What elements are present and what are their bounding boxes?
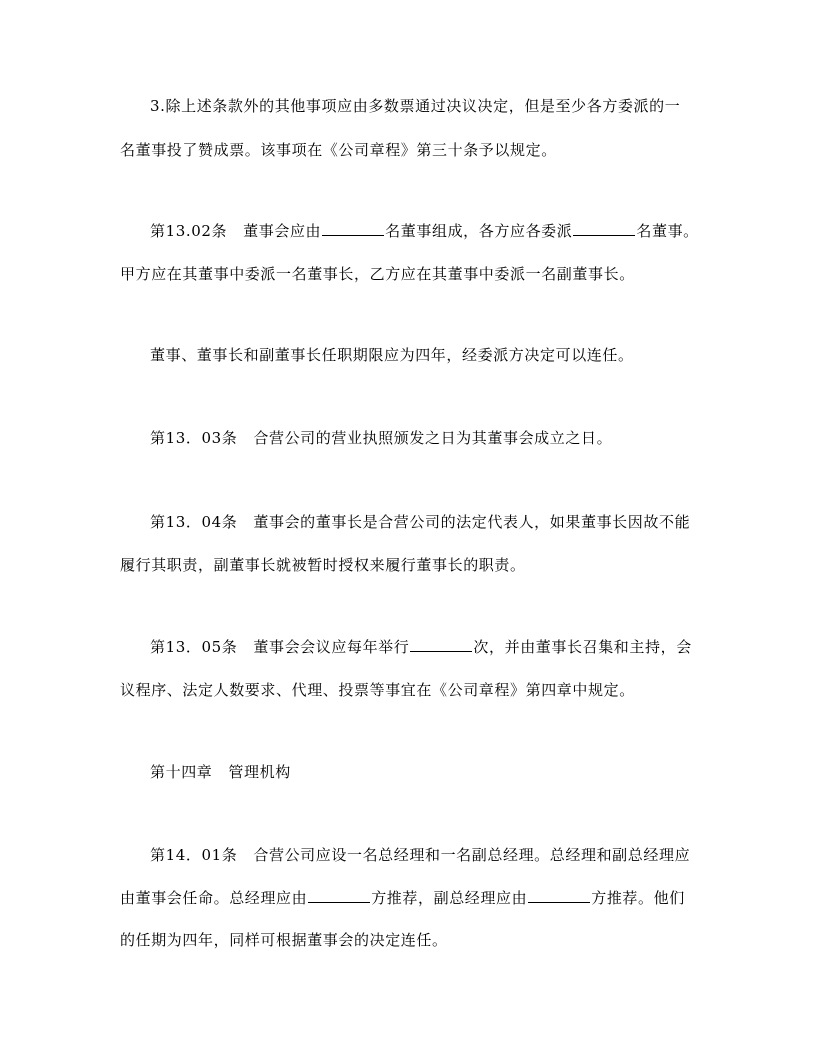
p2-line-2 <box>120 264 696 284</box>
blank-meeting-count <box>410 637 472 652</box>
p7-text-2b: 方推荐，副总经理应由 <box>371 889 528 907</box>
p3-line-1 <box>150 345 696 365</box>
p2-text-1a: 董事会应由 <box>243 222 322 240</box>
chapter-heading <box>150 762 696 782</box>
p6-line-2 <box>120 680 696 700</box>
chapter-title: 管理机构 <box>228 763 291 781</box>
p2-line-1 <box>150 221 699 241</box>
p5-line-2 <box>120 555 696 575</box>
p7-line-2 <box>120 888 696 908</box>
p7-line-1 <box>150 845 696 865</box>
blank-gm-party <box>308 888 370 903</box>
p7-text-3: 的任期为四年，同样可根据董事会的决定连任。 <box>120 931 448 949</box>
p1-text-1: 3.除上述条款外的其他事项应由多数票通过决议决定，但是至少各方委派的一 <box>150 97 681 115</box>
p7-text-1: 合营公司应设一名总经理和一名副总经理。总经理和副总经理应 <box>253 846 691 864</box>
p7-text-2a: 由董事会任命。总经理应由 <box>120 889 308 907</box>
p2-text-2: 甲方应在其董事中委派一名董事长，乙方应在其董事中委派一名副董事长。 <box>120 265 635 283</box>
p7-text-2c: 方推荐。他们 <box>591 889 685 907</box>
p2-text-1c: 名董事。 <box>636 222 699 240</box>
p1-line-1 <box>150 96 696 116</box>
p5-text-2: 履行其职责，副董事长就被暂时授权来履行董事长的职责。 <box>120 556 526 574</box>
p3-text-1: 董事、董事长和副董事长任职期限应为四年，经委派方决定可以连任。 <box>150 346 634 364</box>
p2-text-1b: 名董事组成，各方应各委派 <box>385 222 573 240</box>
blank-director-count <box>322 221 384 236</box>
article-13-05: 第13．05条 <box>150 638 238 656</box>
p6-line-1 <box>150 637 696 657</box>
p5-line-1 <box>150 512 696 532</box>
chapter-number: 第十四章 <box>150 763 213 781</box>
blank-deputy-gm-party <box>528 888 590 903</box>
p7-line-3 <box>120 930 696 950</box>
blank-each-party-count <box>573 221 635 236</box>
article-13-04: 第13．04条 <box>150 513 238 531</box>
p6-text-1b: 次，并由董事长召集和主持，会 <box>473 638 692 656</box>
article-13-02: 第13.02条 <box>150 222 228 240</box>
article-13-03: 第13．03条 <box>150 429 238 447</box>
p5-text-1: 董事会的董事长是合营公司的法定代表人，如果董事长因故不能 <box>253 513 691 531</box>
p4-text-1: 合营公司的营业执照颁发之日为其董事会成立之日。 <box>253 429 613 447</box>
p4-line-1 <box>150 428 696 448</box>
p1-text-2: 名董事投了赞成票。该事项在《公司章程》第三十条予以规定。 <box>120 141 557 159</box>
p1-line-2 <box>120 140 696 160</box>
p6-text-2: 议程序、法定人数要求、代理、投票等事宜在《公司章程》第四章中规定。 <box>120 681 635 699</box>
article-14-01: 第14．01条 <box>150 846 238 864</box>
p6-text-1a: 董事会会议应每年举行 <box>253 638 410 656</box>
